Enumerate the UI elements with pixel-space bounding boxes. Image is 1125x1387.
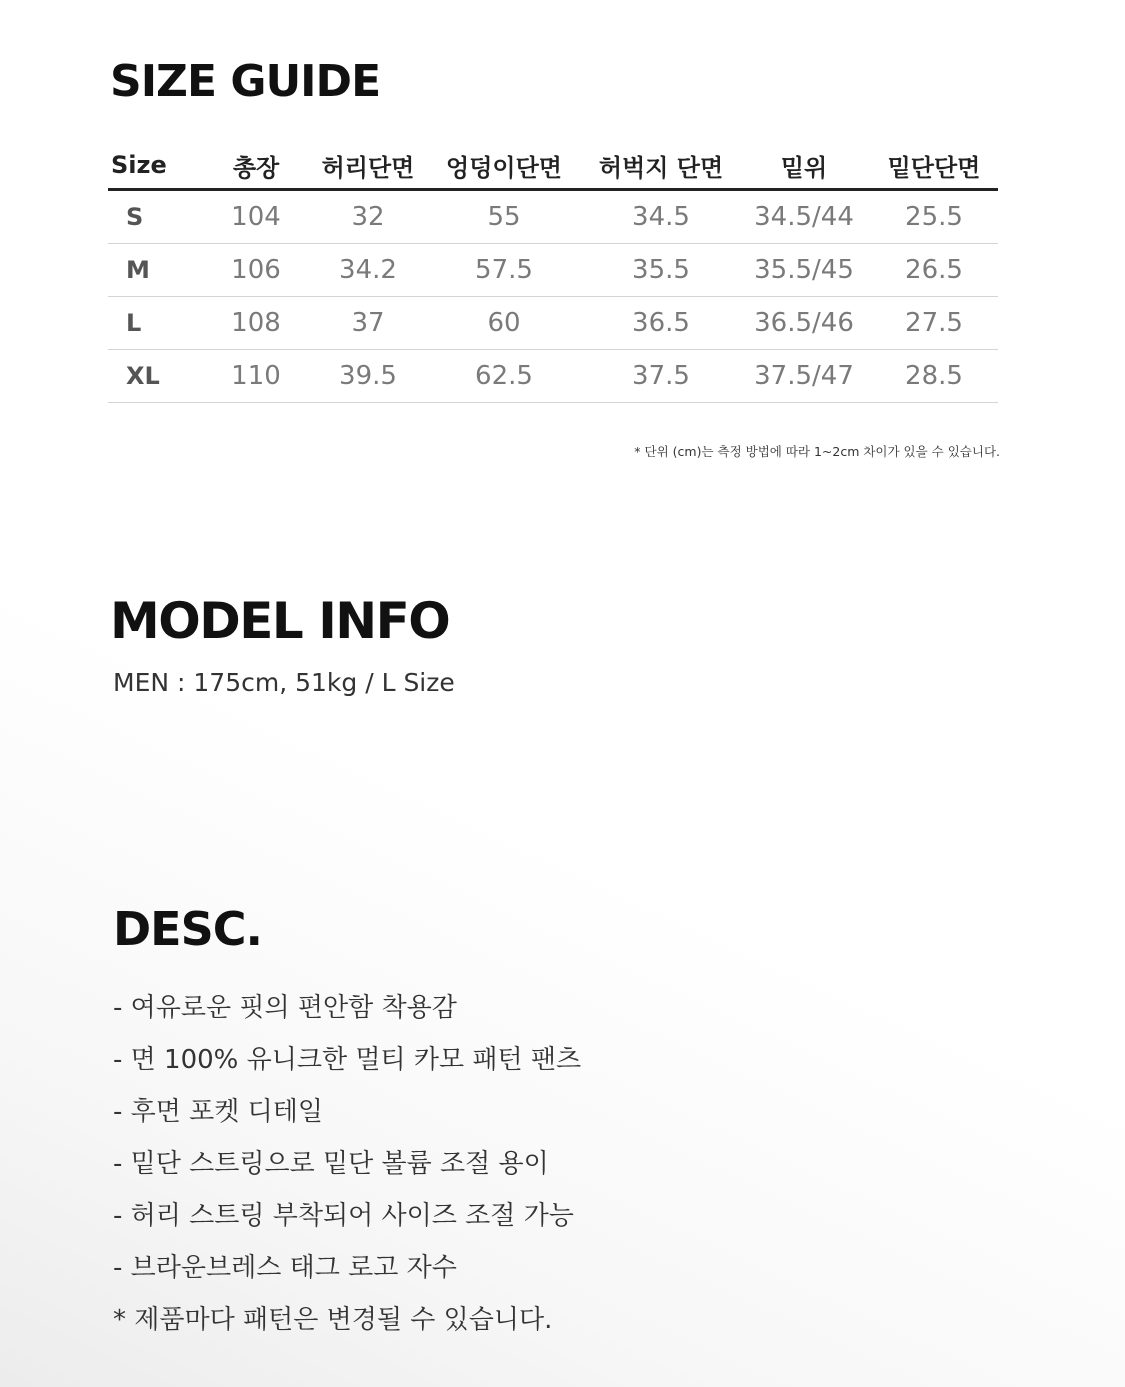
table-cell: 34.5	[584, 190, 738, 244]
table-cell: 60	[424, 297, 584, 350]
column-header-rise: 밑위	[738, 142, 870, 190]
table-row	[108, 350, 998, 403]
desc-item: - 여유로운 핏의 편안함 착용감	[113, 993, 457, 1023]
column-header-total-length: 총장	[200, 142, 312, 190]
desc-item: - 면 100% 유니크한 멀티 카모 패턴 팬츠	[113, 1045, 582, 1075]
table-cell-size: S	[108, 190, 200, 244]
size-table	[108, 142, 998, 403]
column-header-hip: 엉덩이단면	[424, 142, 584, 190]
column-header-waist: 허리단면	[312, 142, 424, 190]
table-cell: 106	[200, 244, 312, 297]
table-cell: 28.5	[870, 350, 998, 403]
column-header-size: Size	[108, 142, 200, 190]
column-header-thigh: 허벅지 단면	[584, 142, 738, 190]
table-cell: 37.5	[584, 350, 738, 403]
table-cell: 35.5	[584, 244, 738, 297]
table-cell: 62.5	[424, 350, 584, 403]
table-cell: 35.5/45	[738, 244, 870, 297]
table-cell: 110	[200, 350, 312, 403]
table-cell: 32	[312, 190, 424, 244]
column-header-hem: 밑단단면	[870, 142, 998, 190]
desc-list	[113, 986, 581, 1350]
table-cell: 26.5	[870, 244, 998, 297]
desc-title: DESC.	[113, 902, 262, 956]
desc-item: - 밑단 스트링으로 밑단 볼륨 조절 용이	[113, 1149, 549, 1179]
model-info-text: MEN : 175cm, 51kg / L Size	[113, 668, 455, 697]
table-cell: 25.5	[870, 190, 998, 244]
desc-item: - 허리 스트링 부착되어 사이즈 조절 가능	[113, 1201, 574, 1231]
table-cell-size: XL	[108, 350, 200, 403]
table-cell-size: L	[108, 297, 200, 350]
size-table-header-row	[108, 142, 998, 190]
table-cell-size: M	[108, 244, 200, 297]
desc-item: * 제품마다 패턴은 변경될 수 있습니다.	[113, 1305, 553, 1335]
table-cell: 37.5/47	[738, 350, 870, 403]
table-cell: 57.5	[424, 244, 584, 297]
table-cell: 34.2	[312, 244, 424, 297]
table-cell: 36.5	[584, 297, 738, 350]
table-row	[108, 190, 998, 244]
size-guide-title: SIZE GUIDE	[110, 56, 381, 107]
model-info-title: MODEL INFO	[110, 592, 450, 650]
table-cell: 39.5	[312, 350, 424, 403]
table-cell: 36.5/46	[738, 297, 870, 350]
table-cell: 55	[424, 190, 584, 244]
table-cell: 37	[312, 297, 424, 350]
table-cell: 34.5/44	[738, 190, 870, 244]
table-row	[108, 297, 998, 350]
table-cell: 108	[200, 297, 312, 350]
table-cell: 104	[200, 190, 312, 244]
measurement-note: * 단위 (cm)는 측정 방법에 따라 1~2cm 차이가 있을 수 있습니다.	[634, 444, 1000, 459]
desc-item: - 브라운브레스 태그 로고 자수	[113, 1253, 457, 1283]
desc-item: - 후면 포켓 디테일	[113, 1097, 323, 1127]
table-row	[108, 244, 998, 297]
table-cell: 27.5	[870, 297, 998, 350]
